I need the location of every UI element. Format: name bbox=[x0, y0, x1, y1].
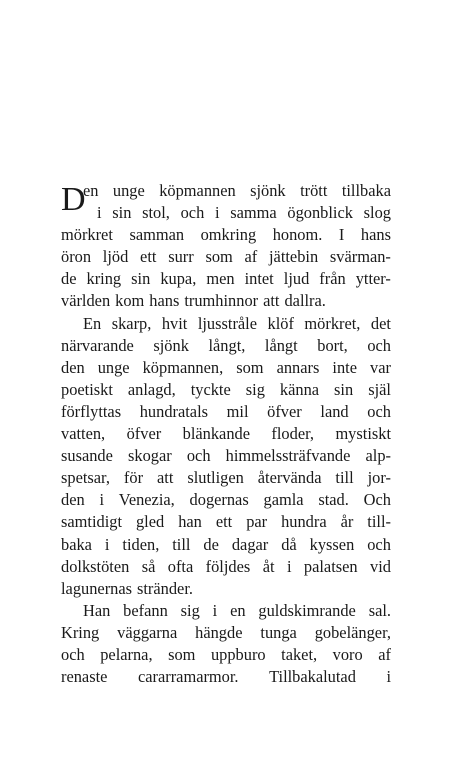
text-line bbox=[61, 467, 391, 489]
word: öfver bbox=[267, 401, 302, 421]
word: och bbox=[61, 644, 85, 664]
word: kupa, bbox=[160, 269, 197, 289]
word: ljusstråle bbox=[197, 313, 258, 333]
word: åt bbox=[262, 556, 275, 576]
word: tiden, bbox=[122, 534, 160, 554]
word: gamla bbox=[263, 490, 304, 510]
word: baka bbox=[61, 534, 92, 554]
word: trumhinnor bbox=[184, 291, 259, 311]
word: tillbaka bbox=[341, 181, 391, 200]
text-line bbox=[61, 666, 391, 688]
text-line bbox=[61, 246, 391, 268]
text-line bbox=[61, 511, 391, 533]
text-line bbox=[61, 357, 391, 379]
text-line bbox=[61, 379, 391, 401]
word: långt, bbox=[208, 335, 246, 355]
text-line bbox=[61, 268, 391, 290]
word: följdes bbox=[205, 556, 251, 576]
word: floder, bbox=[271, 424, 314, 444]
word: En bbox=[83, 313, 102, 333]
word: tunga bbox=[260, 622, 297, 642]
word: stad. bbox=[318, 490, 349, 510]
word: samtidigt bbox=[61, 512, 123, 532]
word: bort, bbox=[317, 335, 348, 355]
word: från bbox=[319, 269, 346, 289]
word: slog bbox=[363, 203, 391, 223]
word: hans bbox=[360, 225, 391, 245]
text-line bbox=[61, 578, 391, 600]
word: annars bbox=[276, 357, 320, 377]
word: förflyttas bbox=[61, 401, 122, 421]
word: till- bbox=[367, 512, 391, 532]
word: vid bbox=[370, 556, 391, 576]
word: land bbox=[320, 401, 349, 421]
word: stränder. bbox=[137, 578, 193, 598]
word: till bbox=[335, 468, 354, 488]
word: guldskimrande bbox=[258, 600, 356, 620]
word: ett bbox=[215, 512, 233, 532]
word: hängde bbox=[195, 622, 243, 642]
text-line bbox=[61, 622, 391, 644]
word: dallra. bbox=[284, 291, 326, 311]
word: öfver bbox=[126, 424, 162, 444]
word: ofta bbox=[167, 556, 194, 576]
word: klöf bbox=[267, 313, 294, 333]
word: och bbox=[367, 335, 391, 355]
word: par bbox=[246, 512, 268, 532]
word: alp- bbox=[365, 446, 391, 466]
word: sin bbox=[334, 379, 354, 399]
text-line bbox=[61, 556, 391, 578]
word: men bbox=[206, 269, 235, 289]
word: gled bbox=[135, 512, 165, 532]
word: renaste bbox=[61, 667, 108, 687]
word: det bbox=[370, 313, 391, 333]
word: sig bbox=[180, 600, 200, 620]
word: i bbox=[212, 600, 218, 620]
word: kom bbox=[115, 291, 145, 311]
word: ljud bbox=[283, 269, 310, 289]
text-line bbox=[61, 180, 391, 202]
body-text bbox=[61, 180, 391, 688]
word: i bbox=[386, 667, 391, 687]
word: och bbox=[367, 401, 391, 421]
word: för bbox=[123, 468, 144, 488]
word: långt bbox=[264, 335, 298, 355]
word: anlagd, bbox=[127, 379, 176, 399]
word: en bbox=[83, 181, 99, 200]
text-line bbox=[61, 600, 391, 622]
word: mörkret bbox=[61, 225, 113, 245]
word: och bbox=[180, 203, 205, 223]
word: Och bbox=[363, 490, 391, 510]
drop-cap: D bbox=[61, 181, 86, 218]
text-line bbox=[61, 202, 391, 224]
word: samma bbox=[230, 203, 277, 223]
text-line bbox=[61, 313, 391, 335]
text-line bbox=[61, 290, 391, 312]
text-line bbox=[61, 224, 391, 246]
text-line bbox=[61, 489, 391, 511]
word: köpmannen, bbox=[142, 357, 224, 377]
word: omkring bbox=[200, 225, 257, 245]
word: år bbox=[340, 512, 354, 532]
word: att bbox=[263, 291, 280, 311]
word: susande bbox=[61, 446, 113, 466]
word: sin bbox=[112, 203, 132, 223]
word: ögonblick bbox=[287, 203, 353, 223]
text-line bbox=[61, 445, 391, 467]
word: ljöd bbox=[102, 247, 129, 267]
word: skarp, bbox=[111, 313, 152, 333]
word: sin bbox=[131, 269, 151, 289]
word: befann bbox=[123, 600, 168, 620]
word: kyssen bbox=[309, 534, 355, 554]
word: voro bbox=[332, 644, 363, 664]
word: de bbox=[61, 269, 77, 289]
word: dagar bbox=[231, 534, 269, 554]
word: den bbox=[61, 490, 85, 510]
word: sjönk bbox=[250, 181, 286, 200]
word: en bbox=[230, 600, 246, 620]
word: inte bbox=[332, 357, 357, 377]
word: själ bbox=[368, 379, 391, 399]
word: var bbox=[370, 357, 391, 377]
word: som bbox=[168, 644, 196, 664]
word: Kring bbox=[61, 622, 100, 642]
word: unge bbox=[97, 357, 130, 377]
word: I bbox=[338, 225, 345, 245]
word: i bbox=[286, 556, 292, 576]
word: ett bbox=[140, 247, 157, 267]
word: blänkande bbox=[182, 424, 250, 444]
word: uppburo bbox=[210, 644, 266, 664]
text-line bbox=[61, 423, 391, 445]
word: kring bbox=[86, 269, 122, 289]
text-line bbox=[61, 644, 391, 666]
word: taket, bbox=[281, 644, 318, 664]
word: honom. bbox=[272, 225, 323, 245]
word: cararramarmor. bbox=[137, 667, 239, 687]
word: i bbox=[97, 203, 102, 223]
word: dogernas bbox=[189, 490, 249, 510]
word: den bbox=[61, 357, 85, 377]
word: då bbox=[281, 534, 297, 554]
word: hans bbox=[149, 291, 180, 311]
word: lagunernas bbox=[61, 578, 132, 598]
word: hvit bbox=[161, 313, 188, 333]
word: mil bbox=[226, 401, 249, 421]
word: så bbox=[141, 556, 156, 576]
word: gobelänger, bbox=[314, 622, 391, 642]
word: öron bbox=[61, 247, 92, 267]
word: sjönk bbox=[153, 335, 189, 355]
text-line bbox=[61, 401, 391, 423]
word: som bbox=[205, 247, 233, 267]
word: mörkret, bbox=[304, 313, 361, 333]
word: sig bbox=[245, 379, 265, 399]
word: af bbox=[378, 644, 391, 664]
word: hundratals bbox=[139, 401, 209, 421]
word: mystiskt bbox=[335, 424, 391, 444]
word: trött bbox=[300, 181, 328, 200]
word: dolkstöten bbox=[61, 556, 130, 576]
word: känna bbox=[279, 379, 320, 399]
word: svärman- bbox=[329, 247, 391, 267]
word: återvända bbox=[257, 468, 322, 488]
word: tyckte bbox=[190, 379, 231, 399]
word: att bbox=[157, 468, 174, 488]
word: i bbox=[104, 534, 110, 554]
word: unge bbox=[112, 181, 145, 200]
word: köpmannen bbox=[159, 181, 236, 200]
word: samman bbox=[129, 225, 185, 245]
word: himmelssträfvande bbox=[225, 446, 351, 466]
word: och bbox=[367, 534, 391, 554]
word: i bbox=[214, 203, 220, 223]
word: de bbox=[203, 534, 219, 554]
word: närvarande bbox=[61, 335, 134, 355]
word: Tillbakalutad bbox=[269, 667, 356, 687]
word: slutligen bbox=[187, 468, 244, 488]
word: han bbox=[178, 512, 202, 532]
word: jor- bbox=[367, 468, 391, 488]
word: stol, bbox=[142, 203, 170, 223]
word: surr bbox=[168, 247, 194, 267]
word: palatsen bbox=[303, 556, 358, 576]
word: som bbox=[236, 357, 264, 377]
word: af bbox=[244, 247, 258, 267]
word: världen bbox=[61, 291, 111, 311]
word: skogar bbox=[128, 446, 172, 466]
word: väggarna bbox=[117, 622, 178, 642]
word: till bbox=[172, 534, 191, 554]
word: Venezia, bbox=[118, 490, 175, 510]
word: intet bbox=[244, 269, 274, 289]
word: sal. bbox=[368, 600, 391, 620]
word: ytter- bbox=[355, 269, 391, 289]
text-line bbox=[61, 534, 391, 556]
word: i bbox=[99, 490, 105, 510]
word: vatten, bbox=[61, 424, 106, 444]
word: Han bbox=[83, 600, 111, 620]
word: pelarna, bbox=[100, 644, 153, 664]
word: spetsar, bbox=[61, 468, 110, 488]
word: och bbox=[186, 446, 211, 466]
word: jättebin bbox=[269, 247, 319, 267]
word: poetiskt bbox=[61, 379, 113, 399]
text-line bbox=[61, 335, 391, 357]
word: hundra bbox=[281, 512, 327, 532]
